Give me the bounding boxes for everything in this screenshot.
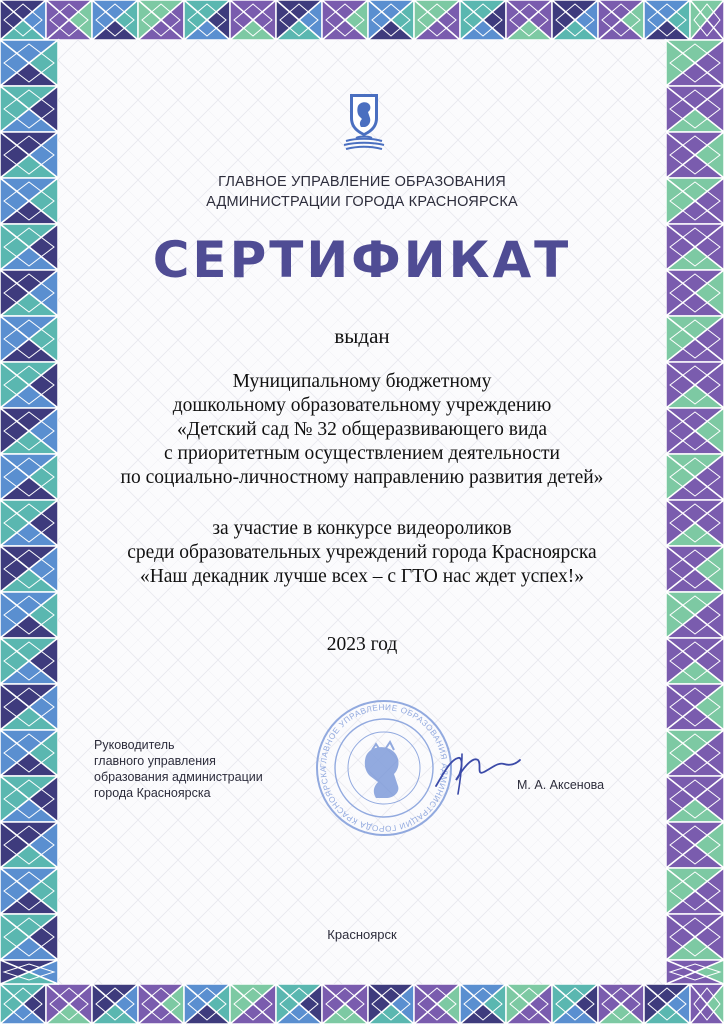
- reason-block: [58, 517, 666, 589]
- border-tile: [0, 914, 58, 960]
- border-tile: [598, 0, 644, 40]
- border-tile: [46, 984, 92, 1024]
- border-tile: [0, 960, 58, 984]
- border-tile: [0, 132, 58, 178]
- border-tile: [460, 0, 506, 40]
- recipient-line: Муниципальному бюджетному: [232, 371, 492, 392]
- border-tile: [0, 776, 58, 822]
- border-tile: [666, 500, 724, 546]
- border-tile: [0, 684, 58, 730]
- border-tile: [0, 638, 58, 684]
- border-tile: [0, 546, 58, 592]
- border-tile: [666, 178, 724, 224]
- border-tile: [0, 984, 46, 1024]
- border-tile: [666, 730, 724, 776]
- border-tile: [506, 0, 552, 40]
- recipient-line: по социально-личностному направлению развития детей»: [120, 467, 604, 488]
- border-tile: [0, 500, 58, 546]
- border-tile: [666, 40, 724, 86]
- border-tile: [644, 0, 690, 40]
- border-tile: [276, 984, 322, 1024]
- border-tile: [184, 0, 230, 40]
- border-tile: [0, 270, 58, 316]
- handwritten-signature-icon: [432, 746, 522, 796]
- border-tile: [138, 0, 184, 40]
- border-tile: [92, 0, 138, 40]
- border-tile: [230, 0, 276, 40]
- recipient-line: с приоритетным осуществлением деятельности: [164, 443, 560, 464]
- border-tile: [666, 914, 724, 960]
- border-tile: [0, 822, 58, 868]
- border-tile: [92, 984, 138, 1024]
- border-tile: [666, 132, 724, 178]
- border-tile: [276, 0, 322, 40]
- certificate-title: СЕРТИФИКАТ: [152, 231, 572, 289]
- border-tile: [666, 270, 724, 316]
- border-tile: [230, 984, 276, 1024]
- organization-line-1: ГЛАВНОЕ УПРАВЛЕНИЕ ОБРАЗОВАНИЯ: [218, 174, 506, 190]
- border-tile: [0, 730, 58, 776]
- border-tile: [368, 984, 414, 1024]
- stamp-text: ГЛАВНОЕ УПРАВЛЕНИЕ ОБРАЗОВАНИЯ АДМИНИСТРАЦИИ ГОРОДА КРАСНОЯРСКА: [318, 702, 450, 834]
- border-tile: [0, 868, 58, 914]
- border-tile: [666, 638, 724, 684]
- border-tile: [0, 408, 58, 454]
- border-tile: [0, 0, 46, 40]
- border-tile: [414, 0, 460, 40]
- border-tile: [0, 40, 58, 86]
- signer-title-line: Руководитель: [94, 738, 175, 752]
- border-tile: [666, 684, 724, 730]
- border-tile: [0, 454, 58, 500]
- recipient-block: [58, 370, 666, 490]
- signer-title-line: образования администрации: [94, 770, 263, 784]
- issued-label: выдан: [334, 324, 390, 348]
- border-tile: [666, 454, 724, 500]
- border-tile: [0, 224, 58, 270]
- signer-title-line: главного управления: [94, 754, 216, 768]
- signer-title-line: города Красноярска: [94, 786, 211, 800]
- certificate-content: [58, 40, 666, 984]
- border-tile: [690, 984, 724, 1024]
- border-tile: [0, 86, 58, 132]
- reason-line: за участие в конкурсе видеороликов: [212, 518, 512, 539]
- border-tile: [690, 0, 724, 40]
- border-tile: [460, 984, 506, 1024]
- border-tile: [666, 822, 724, 868]
- border-tile: [666, 408, 724, 454]
- krasnoyarsk-lion-emblem-icon: [342, 92, 386, 152]
- border-tile: [414, 984, 460, 1024]
- city-name: Красноярск: [327, 927, 397, 942]
- border-tile: [666, 224, 724, 270]
- organization-name: [58, 172, 666, 212]
- border-tile: [552, 0, 598, 40]
- border-tile: [0, 316, 58, 362]
- border-tile: [0, 178, 58, 224]
- border-tile: [46, 0, 92, 40]
- border-tile: [0, 362, 58, 408]
- border-tile: [598, 984, 644, 1024]
- border-tile: [666, 546, 724, 592]
- border-tile: [322, 0, 368, 40]
- border-tile: [666, 362, 724, 408]
- border-tile: [666, 592, 724, 638]
- border-tile: [552, 984, 598, 1024]
- border-tile: [666, 316, 724, 362]
- border-tile: [666, 776, 724, 822]
- border-tile: [644, 984, 690, 1024]
- border-tile: [138, 984, 184, 1024]
- border-tile: [666, 960, 724, 984]
- award-year: 2023 год: [326, 634, 398, 655]
- border-tile: [368, 0, 414, 40]
- reason-line: «Наш декадник лучше всех – с ГТО нас ждет успех!»: [139, 566, 585, 587]
- border-tile: [322, 984, 368, 1024]
- reason-line: среди образовательных учреждений города Красноярска: [127, 542, 597, 563]
- border-tile: [506, 984, 552, 1024]
- signer-title: [94, 737, 263, 801]
- border-tile: [666, 868, 724, 914]
- border-tile: [0, 592, 58, 638]
- border-tile: [666, 86, 724, 132]
- recipient-line: дошкольному образовательному учреждению: [172, 395, 552, 416]
- recipient-line: «Детский сад № 32 общеразвивающего вида: [176, 419, 548, 440]
- signer-name: М. А. Аксенова: [517, 778, 605, 792]
- organization-line-2: АДМИНИСТРАЦИИ ГОРОДА КРАСНОЯРСКА: [206, 194, 518, 210]
- border-tile: [184, 984, 230, 1024]
